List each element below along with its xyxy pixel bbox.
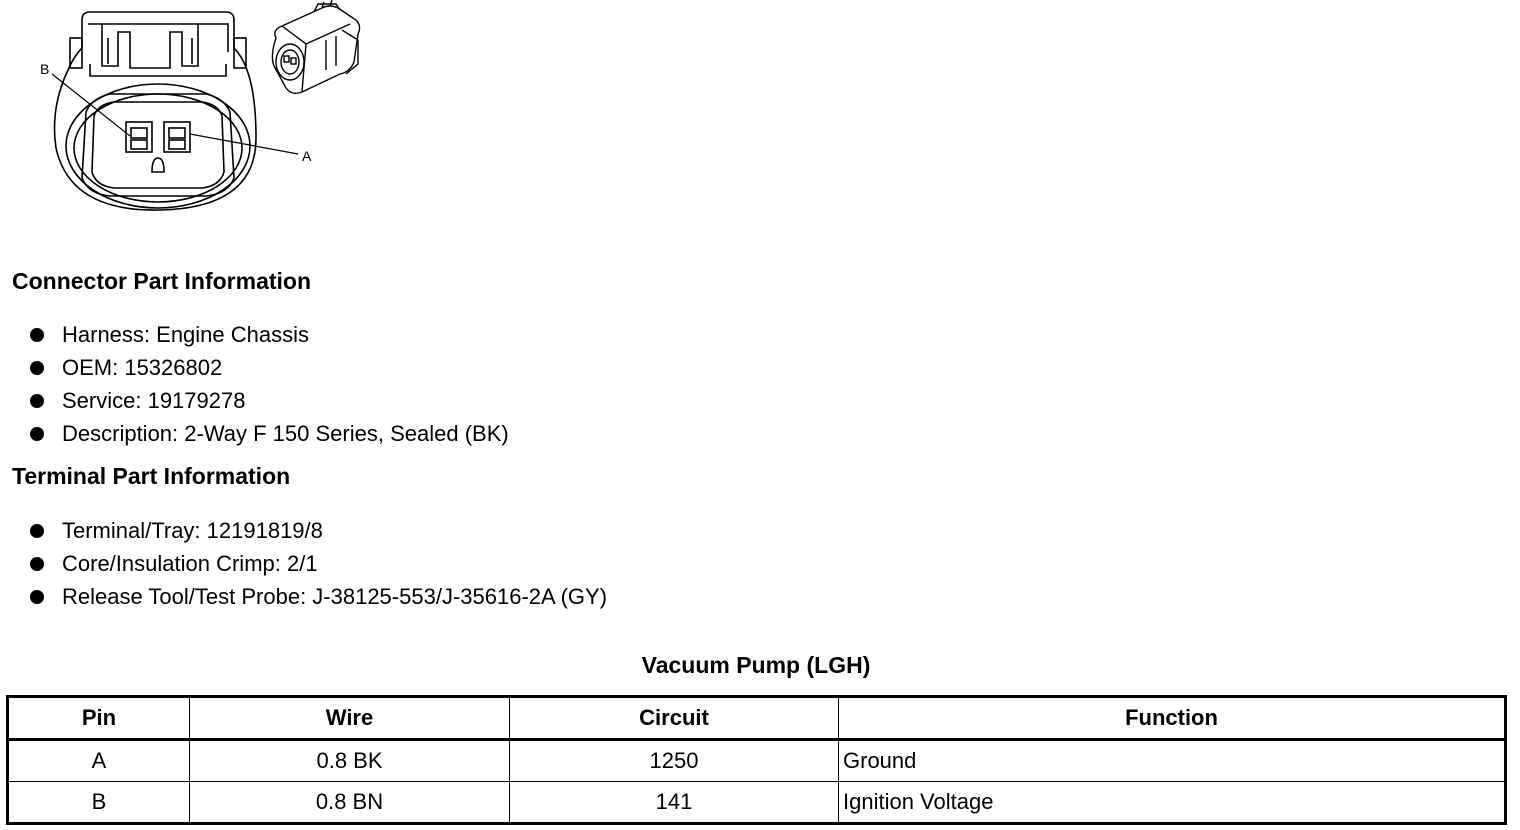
crimp-text: Core/Insulation Crimp: 2/1 xyxy=(62,551,318,576)
list-item xyxy=(0,384,509,417)
cell-wire: 0.8 BN xyxy=(190,782,510,824)
bullet-icon xyxy=(30,557,44,571)
release-tool-text: Release Tool/Test Probe: J-38125-553/J-35616-2A (GY) xyxy=(62,584,608,609)
pin-a-label: A xyxy=(302,148,312,164)
harness-text: Harness: Engine Chassis xyxy=(62,322,310,347)
table-title: Vacuum Pump (LGH) xyxy=(641,652,871,678)
terminal-info-list xyxy=(0,514,607,613)
bullet-icon xyxy=(30,427,44,441)
terminal-info-title: Terminal Part Information xyxy=(12,463,291,489)
cell-function: Ignition Voltage xyxy=(839,782,1506,824)
table-header-row xyxy=(8,697,1506,740)
bullet-icon xyxy=(30,394,44,408)
cell-circuit: 1250 xyxy=(510,740,839,782)
cell-pin: A xyxy=(8,740,190,782)
list-item xyxy=(0,351,509,384)
terminal-tray-text: Terminal/Tray: 12191819/8 xyxy=(62,518,323,543)
list-item xyxy=(0,580,607,613)
table-row xyxy=(8,782,1506,824)
cell-circuit: 141 xyxy=(510,782,839,824)
header-wire: Wire xyxy=(190,697,510,740)
list-item xyxy=(0,318,509,351)
header-circuit: Circuit xyxy=(510,697,839,740)
connector-info-list xyxy=(0,318,509,450)
pin-b-label: B xyxy=(40,61,50,77)
connector-info-title: Connector Part Information xyxy=(12,268,312,294)
bullet-icon xyxy=(30,524,44,538)
header-function: Function xyxy=(839,697,1506,740)
list-item xyxy=(0,547,607,580)
cell-pin: B xyxy=(8,782,190,824)
cell-function: Ground xyxy=(839,740,1506,782)
connector-3d-sketch xyxy=(266,0,366,96)
list-item xyxy=(0,514,607,547)
oem-text: OEM: 15326802 xyxy=(62,355,223,380)
pinout-table xyxy=(6,695,1507,825)
list-item xyxy=(0,417,509,450)
header-pin: Pin xyxy=(8,697,190,740)
table-row xyxy=(8,740,1506,782)
bullet-icon xyxy=(30,590,44,604)
cell-wire: 0.8 BK xyxy=(190,740,510,782)
service-text: Service: 19179278 xyxy=(62,388,246,413)
description-text: Description: 2-Way F 150 Series, Sealed (BK) xyxy=(62,421,509,446)
bullet-icon xyxy=(30,361,44,375)
bullet-icon xyxy=(30,328,44,342)
